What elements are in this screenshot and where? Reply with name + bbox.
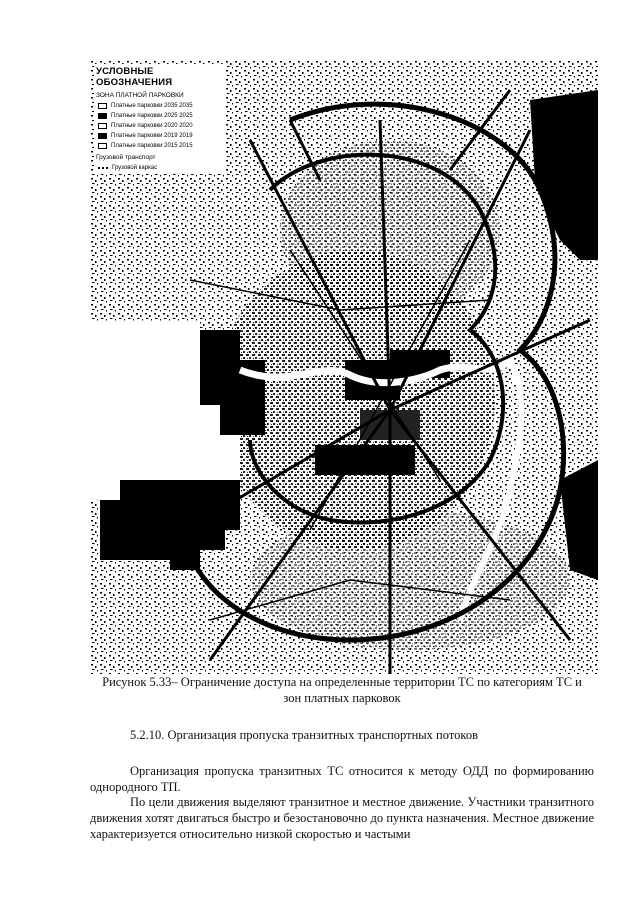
caption-line: Рисунок 5.33– Ограничение доступа на определенные территории ТС по категориям ТС и (102, 675, 582, 689)
paid-zone-center (315, 445, 415, 475)
dotted-line-icon (98, 167, 108, 169)
paragraph: По цели движения выделяют транзитное и местное движение. Участники транзитного движения хотят двигаться быстро и безостановочно до пункта назначения. Местное движение характеризуется относительно низкой скоростью и частыми (90, 795, 594, 841)
legend-swatch (98, 103, 107, 109)
caption-line: зон платных парковок (283, 691, 401, 705)
legend-item-label: Платные парковки 2035 2035 (111, 102, 193, 109)
legend-swatch (98, 133, 107, 139)
legend-swatch (98, 123, 107, 129)
legend-swatch (98, 143, 107, 149)
figure-caption (92, 674, 592, 706)
section-heading: 5.2.10. Организация пропуска транзитных транспортных потоков (130, 728, 478, 742)
legend-item-label: Грузовой каркас (112, 164, 158, 171)
legend-item-label: Платные парковки 2015 2015 (111, 142, 193, 149)
legend-title: УСЛОВНЫЕ ОБОЗНАЧЕНИЯ (96, 66, 173, 88)
legend-item (98, 111, 224, 120)
legend-item-label: Платные парковки 2020 2020 (111, 122, 193, 129)
paragraph: Организация пропуска транзитных ТС относится к методу ОДД по формированию однородного ТП. (90, 764, 594, 794)
map-legend (94, 64, 224, 173)
legend-item (98, 141, 224, 150)
legend-item-label: Платные парковки 2019 2019 (111, 132, 193, 139)
legend-freight-title: Грузовой транспорт (96, 154, 156, 161)
legend-freight-item (98, 163, 224, 172)
legend-item (98, 131, 224, 140)
legend-swatch (98, 113, 107, 119)
legend-item (98, 121, 224, 130)
legend-item-label: Платные парковки 2025 2025 (111, 112, 193, 119)
legend-subtitle: ЗОНА ПЛАТНОЙ ПАРКОВКИ (96, 92, 184, 99)
legend-item (98, 101, 224, 110)
